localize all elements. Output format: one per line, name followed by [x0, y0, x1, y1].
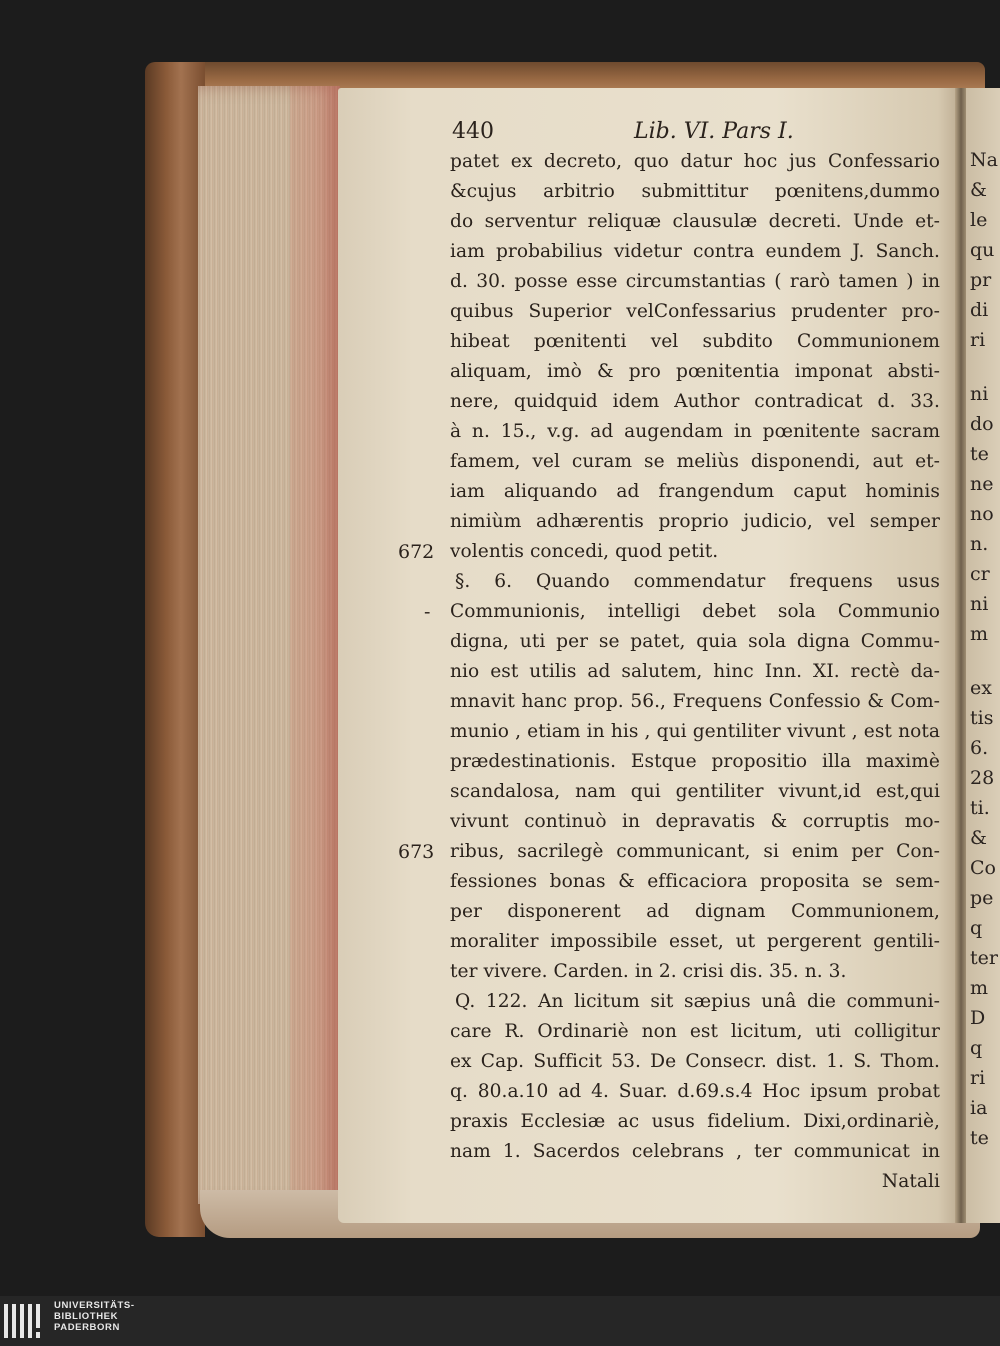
facing-page-fragment: ti.: [970, 797, 990, 819]
text-line: ribus, sacrilegè communicant, si enim per Con-: [450, 841, 940, 862]
facing-page-fragment: Na: [970, 149, 998, 171]
text-line: ter vivere. Carden. in 2. crisi dis. 35. n. 3.: [450, 961, 847, 982]
facing-page-fragment: qu: [970, 239, 995, 261]
text-line: ex Cap. Sufficit 53. De Consecr. dist. 1. S. Thom.: [450, 1051, 940, 1072]
facing-page-fragment: m: [970, 623, 989, 645]
facing-page-fragment: ni: [970, 383, 989, 405]
text-line: d. 30. posse esse circumstantias ( rarò tamen ) in: [450, 271, 940, 292]
text-line: do serventur reliquæ clausulæ decreti. Unde et-: [450, 211, 940, 232]
running-head: Lib. VI. Pars I.: [634, 119, 794, 144]
facing-page-fragment: ni: [970, 593, 989, 615]
facing-page-fragment: no: [970, 503, 994, 525]
facing-page-fragment: pr: [970, 269, 992, 291]
text-line: Communionis, intelligi debet sola Communio: [450, 601, 940, 622]
facing-page-fragment: ne: [970, 473, 994, 495]
facing-page-fragment: q: [970, 1037, 983, 1059]
text-line: nam 1. Sacerdos celebrans , ter communicat in: [450, 1141, 940, 1162]
logo-text-line3: PADERBORN: [54, 1322, 120, 1333]
page-number: 440: [452, 119, 494, 144]
facing-page-fragment: ia: [970, 1097, 988, 1119]
text-line: volentis concedi, quod petit.: [450, 541, 719, 562]
text-line: nere, quidquid idem Author contradicat d. 33.: [450, 391, 940, 412]
text-line: digna, uti per se patet, quia sola digna Commu-: [450, 631, 940, 652]
facing-page-fragment: q: [970, 917, 983, 939]
margin-dash: -: [424, 601, 431, 623]
text-line: à n. 15., v.g. ad augendam in pœnitente sacram: [450, 421, 940, 442]
text-line: iam aliquando ad frangendum caput hominis: [450, 481, 940, 502]
facing-page-fragment: ri: [970, 1067, 986, 1089]
facing-page-fragment: ex: [970, 677, 992, 699]
text-line: hibeat pœnitenti vel subdito Communionem: [450, 331, 940, 352]
margin-paragraph-number: 673: [398, 841, 435, 863]
text-line: per disponerent ad dignam Communionem,: [450, 901, 940, 922]
text-line: patet ex decreto, quo datur hoc jus Confessario: [450, 151, 940, 172]
book-spine-cover: [145, 62, 205, 1237]
text-line: praxis Ecclesiæ ac usus fidelium. Dixi,ordinariè,: [450, 1111, 940, 1132]
text-line: nio est utilis ad salutem, hinc Inn. XI. rectè da-: [450, 661, 940, 682]
text-line: vivunt continuò in depravatis & corruptis mo-: [450, 811, 940, 832]
logo-text-line1: UNIVERSITÄTS-: [54, 1300, 135, 1311]
text-line: quibus Superior velConfessarius prudenter pro-: [450, 301, 940, 322]
facing-page-fragment: di: [970, 299, 989, 321]
text-line: §. 6. Quando commendatur frequens usus: [455, 571, 940, 592]
text-line: nimiùm adhærentis proprio judicio, vel semper: [450, 511, 940, 532]
text-line: munio , etiam in his , qui gentiliter vivunt , est nota: [450, 721, 940, 742]
facing-page-fragment: 28: [970, 767, 995, 789]
text-line: fessiones bonas & efficaciora proposita se sem-: [450, 871, 940, 892]
text-line: Q. 122. An licitum sit sæpius unâ die communi-: [455, 991, 940, 1012]
facing-page: [966, 88, 1000, 1223]
facing-page-fragment: cr: [970, 563, 990, 585]
facing-page-fragment: te: [970, 1127, 989, 1149]
text-line: aliquam, imò & pro pœnitentia imponat absti-: [450, 361, 940, 382]
text-line: famem, vel curam se meliùs disponendi, aut et-: [450, 451, 940, 472]
facing-page-fragment: m: [970, 977, 989, 999]
facing-page-fragment: &: [970, 827, 987, 849]
facing-page-fragment: n.: [970, 533, 989, 555]
facing-page-fragment: tis: [970, 707, 994, 729]
text-line: moraliter impossibile esset, ut pergerent gentili-: [450, 931, 940, 952]
facing-page-fragment: pe: [970, 887, 994, 909]
text-line: Natali: [881, 1171, 940, 1192]
text-line: care R. Ordinariè non est licitum, uti colligitur: [450, 1021, 940, 1042]
text-line: scandalosa, nam qui gentiliter vivunt,id est,qui: [450, 781, 940, 802]
facing-page-fragment: 6.: [970, 737, 989, 759]
text-line: prædestinationis. Estque propositio illa maximè: [450, 751, 940, 772]
page-fore-edges: [198, 86, 340, 1204]
facing-page-fragment: &: [970, 179, 987, 201]
text-line: mnavit hanc prop. 56., Frequens Confessio & Com-: [450, 691, 940, 712]
text-line: iam probabilius videtur contra eundem J. Sanch.: [450, 241, 940, 262]
margin-paragraph-number: 672: [398, 541, 435, 563]
text-line: q. 80.a.10 ad 4. Suar. d.69.s.4 Hoc ipsum probat: [450, 1081, 940, 1102]
facing-page-fragment: Co: [970, 857, 996, 879]
facing-page-fragment: do: [970, 413, 994, 435]
library-logo-icon: [2, 1300, 46, 1342]
facing-page-fragment: le: [970, 209, 988, 231]
library-footer: [0, 1296, 1000, 1346]
facing-page-fragment: te: [970, 443, 989, 465]
facing-page-fragment: D: [970, 1007, 986, 1029]
facing-page-fragment: ter: [970, 947, 998, 969]
facing-page-fragment: ri: [970, 329, 986, 351]
text-line: &cujus arbitrio submittitur pœnitens,dummo: [450, 181, 940, 202]
logo-text-line2: BIBLIOTHEK: [54, 1311, 119, 1322]
